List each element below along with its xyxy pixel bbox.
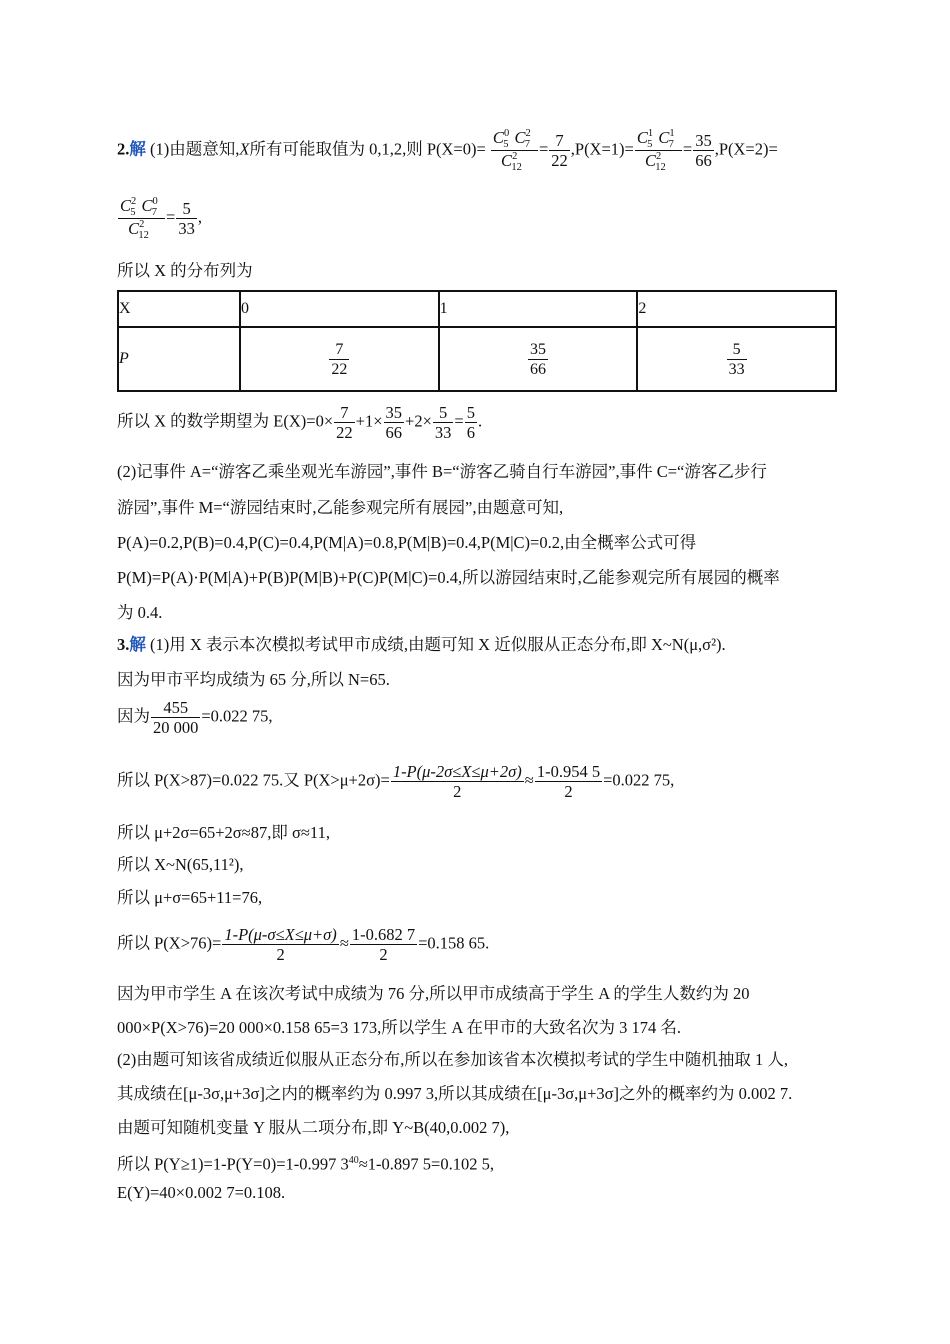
p3-line-9: 因为甲市学生 A 在该次考试中成绩为 76 分,所以甲市成绩高于学生 A 的学生人数约为 20: [117, 984, 750, 1003]
p2-part2-line-2: 游园”,事件 M=“游园结束时,乙能参观完所有展园”,由题意可知,: [117, 498, 564, 517]
p3-line-13: 由题可知随机变量 Y 服从二项分布,即 Y~B(40,0.002 7),: [117, 1118, 510, 1137]
p2-part2-line-4: P(M)=P(A)·P(M|A)+P(B)P(M|B)+P(C)P(M|C)=0.4,所以游园结束时,乙能参观完所有展园的概率: [117, 568, 780, 587]
p2-result-0: $\frac{7}{22}$: [551, 131, 568, 170]
p2-solution-label: 解: [129, 139, 146, 159]
p3-line-2: 因为甲市平均成绩为 65 分,所以 N=65.: [117, 670, 390, 689]
p2-expectation: 所以 X 的数学期望为 E(X)=0× $\frac{7}{22}$ +1× $\frac{35}{66}$ +2× $\frac{5}{33}$ = $\frac{5}{6}$ .: [117, 403, 483, 442]
p2-result-1: $\frac{35}{66}$: [695, 131, 712, 170]
p2-dist-intro: 所以 X 的分布列为: [117, 261, 253, 280]
p3-line-3: 因为 $\frac{455}{20 000}$ =0.022 75,: [117, 698, 273, 737]
distribution-table: [117, 290, 837, 392]
p3-line-15: E(Y)=40×0.002 7=0.108.: [117, 1183, 286, 1202]
table-cell: $\frac{35}{66}$: [439, 327, 638, 391]
table-cell: 2: [637, 291, 836, 327]
p2-part2-line-1: (2)记事件 A=“游客乙乘坐观光车游园”,事件 B=“游客乙骑自行车游园”,事件 C=“游客乙步行: [117, 462, 767, 481]
p2-line-2: $\frac{C^2_5 C^0_7}{C^2_{12}}$ = $\frac{5}{33}$ ,: [120, 196, 202, 241]
p2-frac-c5c7-over-c12-2: $\frac{C^2_5 C^0_7}{C^2_{12}}$: [118, 196, 165, 241]
table-cell: 0: [240, 291, 439, 327]
p3-line-1: 3.解 (1)用 X 表示本次模拟考试甲市成绩,由题可知 X 近似服从正态分布,即 X~N(μ,σ²).: [117, 635, 726, 654]
p2-result-2: $\frac{5}{33}$: [178, 199, 195, 238]
p2-part2-line-3: P(A)=0.2,P(B)=0.4,P(C)=0.4,P(M|A)=0.8,P(M|B)=0.4,P(M|C)=0.2,由全概率公式可得: [117, 533, 697, 552]
p2-px0-label: P(X=0)=: [426, 139, 486, 159]
table-cell: $\frac{5}{33}$: [637, 327, 836, 391]
table-row: [118, 327, 836, 391]
p3-line-12: 其成绩在[μ-3σ,μ+3σ]之内的概率约为 0.997 3,所以其成绩在[μ-3σ,μ+3σ]之外的概率约为 0.002 7.: [117, 1084, 793, 1103]
p3-line-6: 所以 X~N(65,11²),: [117, 855, 244, 874]
table-cell: X: [118, 291, 240, 327]
p2-frac-c5c7-over-c12-1: $\frac{C^1_5 C^1_7}{C^2_{12}}$: [635, 128, 682, 173]
p2-frac-c5c7-over-c12-0: $\frac{C^0_5 C^2_7}{C^2_{12}}$: [491, 128, 538, 173]
table-cell: $\frac{7}{22}$: [240, 327, 439, 391]
p3-line-7: 所以 μ+σ=65+11=76,: [117, 888, 263, 907]
p3-line-8: 所以 P(X>76)= $\frac{1-P(\mu-\sigma\le X\le\mu+\sigma)}{2}$ ≈ $\frac{1-0.682 7}{2}$ =0.158 65.: [117, 925, 490, 964]
p3-solution-label: 解: [129, 635, 146, 654]
p3-line-4: 所以 P(X>87)=0.022 75.又 P(X>μ+2σ)= $\frac{1-P(\mu-2\sigma\le X\le\mu+2\sigma)}{2}$ ≈ $\frac{1-0.954 5}{2}$ =0.022 75,: [117, 762, 675, 801]
p3-line-11: (2)由题可知该省成绩近似服从正态分布,所以在参加该省本次模拟考试的学生中随机抽取 1 人,: [117, 1050, 788, 1069]
table-cell: P: [118, 327, 240, 391]
table-header-row: [118, 291, 836, 327]
p3-line-14: 所以 P(Y≥1)=1-P(Y=0)=1-0.997 $3^{40}\approx 1-0.897$ 5=0.102 5,: [117, 1154, 494, 1174]
p2-line-1: 2.解 (1)由题意知,X所有可能取值为 0,1,2,则 P(X=0)= $\frac{C^0_5 C^2_7}{C^2_{12}}$ = $\frac{7}{22}$ ,P(X=1)= $\frac{C^1_5 C^1_7}{C^2_{12}}$ = $\frac{35}{66}$ ,P(X=2)=: [117, 128, 778, 173]
p2-number: 2: [117, 139, 126, 159]
p3-line-5: 所以 μ+2σ=65+2σ≈87,即 σ≈11,: [117, 823, 330, 842]
p2-part2-line-5: 为 0.4.: [117, 603, 163, 622]
table-cell: 1: [439, 291, 638, 327]
p3-line-10: 000×P(X>76)=20 000×0.158 65=3 173,所以学生 A 在甲市的大致名次为 3 174 名.: [117, 1018, 681, 1037]
